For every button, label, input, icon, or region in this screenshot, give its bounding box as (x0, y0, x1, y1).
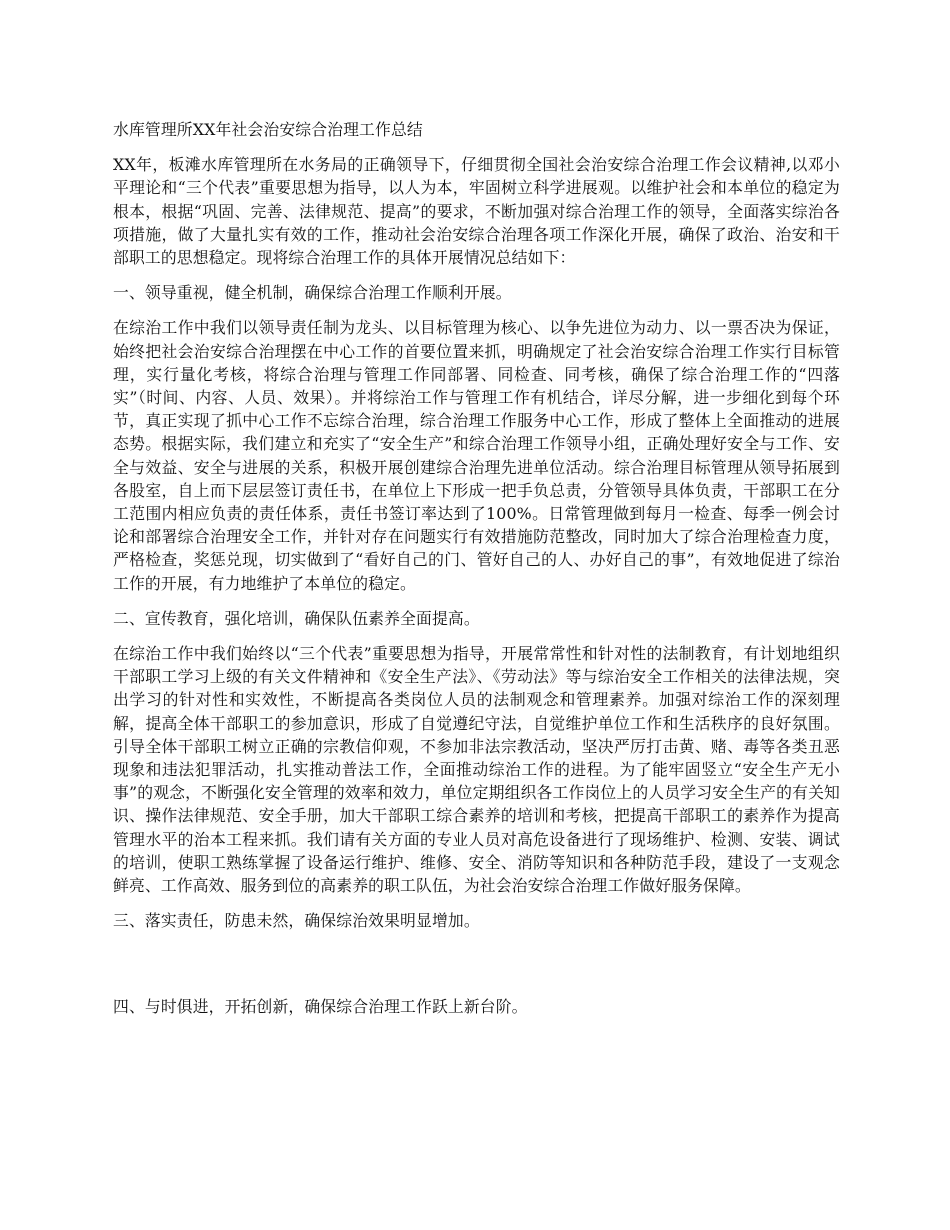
section-heading-1: 一、领导重视，健全机制，确保综合治理工作顺利开展。 (113, 283, 512, 303)
blank-space (113, 945, 840, 995)
section-heading-3: 三、落实责任，防患未然，确保综治效果明显增加。 (113, 911, 480, 931)
section-heading-2: 二、宣传教育，强化培训，确保队伍素养全面提高。 (113, 608, 480, 628)
section-heading-4: 四、与时俱进，开拓创新，确保综合治理工作跃上新台阶。 (113, 996, 528, 1016)
section-body-1: 在综治工作中我们以领导责任制为龙头、以目标管理为核心、以争先进位为动力、以一票否决为保证，始终把社会治安综合治理摆在中心工作的首要位置来抓，明确规定了社会治安综合治理工作实行目标管理，实行量化考核，将综合治理与管理工作同部署、同检查、同考核，确保了综合治理工作的“四落实”（时间、内容、人员、效果）。并将综治工作与管理工作有机结合，详尽分解，进一步细化到每个环节，真正实现了抓中心工作不忘综合治理，综合治理工作服务中心工作，形成了整体上全面推动的进展态势。根据实际，我们建立和充实了“安全生产”和综合治理工作领导小组，正确处理好安全与工作、安全与效益、安全与进展的关系，积极开展创建综合治理先进单位活动。综合治理目标管理从领导拓展到各股室，自上而下层层签订责任书，在单位上下形成一把手负总责，分管领导具体负责，干部职工在分工范围内相应负责的责任体系，责任书签订率达到了100%。日常管理做到每月一检查、每季一例会讨论和部署综合治理安全工作，并针对存在问题实行有效措施防范整改，同时加大了综合治理检查力度，严格检查，奖惩兑现，切实做到了“看好自己的门、管好自己的人、办好自己的事”，有效地促进了综治工作的开展，有力地维护了本单位的稳定。 (113, 318, 840, 593)
document-page (113, 118, 840, 1030)
document-title: 水库管理所XX年社会治安综合治理工作总结 (113, 120, 423, 139)
intro-paragraph: XX年，板滩水库管理所在水务局的正确领导下，仔细贯彻全国社会治安综合治理工作会议精神,以邓小平理论和“三个代表”重要思想为指导，以人为本，牢固树立科学进展观。以维护社会和本单位的稳定为根本，根据“巩固、完善、法律规范、提高”的要求，不断加强对综合治理工作的领导，全面落实综治各项措施，做了大量扎实有效的工作，推动社会治安综合治理各项工作深化开展，确保了政治、治安和干部职工的思想稳定。现将综合治理工作的具体开展情况总结如下： (113, 155, 840, 268)
section-body-2: 在综治工作中我们始终以“三个代表”重要思想为指导，开展常常性和针对性的法制教育，有计划地组织干部职工学习上级的有关文件精神和《安全生产法》、《劳动法》等与综治安全工作相关的法律法规，突出学习的针对性和实效性，不断提高各类岗位人员的法制观念和管理素养。加强对综治工作的深刻理解，提高全体干部职工的参加意识，形成了自觉遵纪守法，自觉维护单位工作和生活秩序的良好氛围。引导全体干部职工树立正确的宗教信仰观，不参加非法宗教活动，坚决严厉打击黄、赌、毒等各类丑恶现象和违法犯罪活动，扎实推动普法工作，全面推动综治工作的进程。为了能牢固竖立“安全生产无小事”的观念，不断强化安全管理的效率和效力，单位定期组织各工作岗位上的人员学习安全生产的有关知识、操作法律规范、安全手册，加大干部职工综合素养的培训和考核，把提高干部职工的素养作为提高管理水平的治本工程来抓。我们请有关方面的专业人员对高危设备进行了现场维护、检测、安装、调试的培训，使职工熟练掌握了设备运行维护、维修、安全、消防等知识和各种防范手段，建设了一支观念鲜亮、工作高效、服务到位的高素养的职工队伍，为社会治安综合治理工作做好服务保障。 (113, 644, 840, 896)
